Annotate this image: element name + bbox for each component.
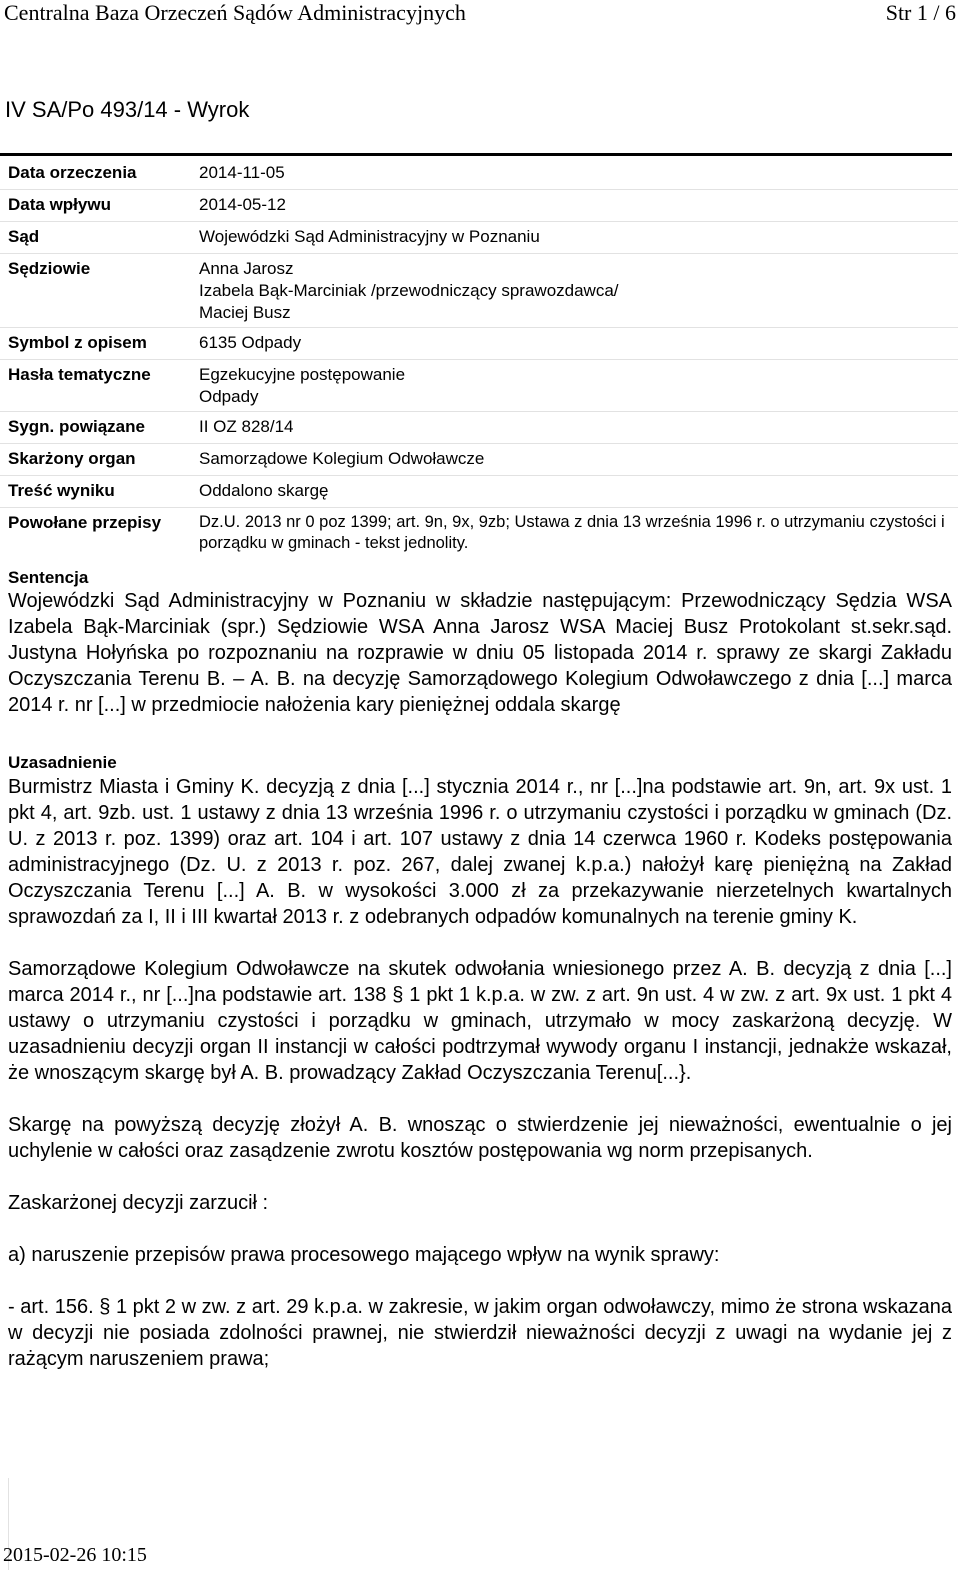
- sentencja-text: [8, 588, 952, 718]
- meta-value: [199, 194, 958, 216]
- meta-value: [199, 258, 958, 324]
- meta-label: Data orzeczenia: [8, 163, 137, 182]
- meta-value: [199, 162, 958, 184]
- meta-value-line: II OZ 828/14: [199, 417, 294, 436]
- meta-label: Sygn. powiązane: [8, 417, 145, 436]
- meta-value: [199, 512, 955, 554]
- meta-row: [0, 360, 958, 412]
- uzasadnienie-paragraph: a) naruszenie przepisów prawa procesowego mającego wpływ na wynik sprawy:: [8, 1244, 720, 1266]
- meta-value: [199, 226, 958, 248]
- meta-value: [199, 332, 958, 354]
- meta-value: [199, 448, 958, 470]
- meta-value-line: 2014-05-12: [199, 195, 286, 214]
- meta-value-line: Oddalono skargę: [199, 481, 329, 500]
- meta-row: [0, 476, 958, 508]
- meta-value-line: 6135 Odpady: [199, 333, 302, 352]
- meta-label: Data wpływu: [8, 195, 111, 214]
- page-header: [0, 0, 960, 26]
- meta-label: Hasła tematyczne: [8, 365, 151, 384]
- page-counter: Str 1 / 6: [885, 0, 956, 25]
- meta-row: [0, 328, 958, 360]
- meta-value: [199, 416, 958, 438]
- meta-value: [199, 364, 958, 408]
- meta-label: Skarżony organ: [8, 449, 136, 468]
- meta-row: [0, 254, 958, 328]
- sentencja-heading: Sentencja: [8, 568, 89, 587]
- site-title: Centralna Baza Orzeczeń Sądów Administracyjnych: [4, 0, 466, 25]
- uzasadnienie-paragraph: Zaskarżonej decyzji zarzucił :: [8, 1192, 269, 1214]
- uzasadnienie-paragraph: - art. 156. § 1 pkt 2 w zw. z art. 29 k.p.a. w zakresie, w jakim organ odwoławczy, mimo że strona wskazana w decyzji nie posiada zdolności prawnej, nie stwierdził nieważności decyzji z uwagi na wydanie jej z rażącym naruszeniem prawa;: [8, 1296, 952, 1370]
- metadata-table: [0, 158, 958, 560]
- document-title: IV SA/Po 493/14 - Wyrok: [5, 97, 250, 122]
- uzasadnienie-paragraph: Burmistrz Miasta i Gminy K. decyzją z dnia [...] stycznia 2014 r., nr [...]na podstawie art. 9n, art. 9x ust. 1 pkt 4, art. 9zb. ust. 1 ustawy z dnia 13 września 1996 r. o utrzymaniu czystości i porządku w gminach (Dz. U. z 2013 r. poz. 1399) oraz art. 104 i art. 107 ustawy z dnia 14 czerwca 1960 r. Kodeks postępowania administracyjnego (Dz. U. z 2013 r. poz. 267, dalej zwanej k.p.a.) nałożył karę pieniężną na Zakład Oczyszczania Terenu [...] A. B. w wysokości 3.000 zł za przekazywanie nierzetelnych kwartalnych sprawozdań za I, II i III kwartał 2013 r. z odebranych odpadów komunalnych na terenie gminy K.: [8, 776, 952, 928]
- meta-value-line: Egzekucyjne postępowanie: [199, 365, 406, 384]
- uzasadnienie-text: [8, 774, 952, 1372]
- meta-label: Powołane przepisy: [8, 513, 162, 532]
- meta-row: [0, 444, 958, 476]
- meta-value-line: Izabela Bąk-Marciniak /przewodniczący sprawozdawca/: [199, 281, 619, 300]
- sentencja-paragraph: Wojewódzki Sąd Administracyjny w Poznaniu w składzie następującym: Przewodniczący Sędzia WSA Izabela Bąk-Marciniak (spr.) Sędziowie WSA Anna Jarosz WSA Maciej Busz Protokolant st.sekr.sąd. Justyna Hołyńska po rozpoznaniu na rozprawie w dniu 05 listopada 2014 r. sprawy ze skargi Zakładu Oczyszczania Terenu B. – A. B. na decyzję Samorządowego Kolegium Odwoławczego z dnia [...] marca 2014 r. nr [...] w przedmiocie nałożenia kary pieniężnej oddala skargę: [8, 590, 952, 716]
- meta-value-line: Odpady: [199, 387, 259, 406]
- meta-label: Symbol z opisem: [8, 333, 147, 352]
- meta-row: [0, 158, 958, 190]
- meta-value-line: Maciej Busz: [199, 303, 291, 322]
- meta-value: [199, 480, 958, 502]
- print-date: 2015-02-26 10:15: [3, 1544, 147, 1566]
- meta-label: Sąd: [8, 227, 40, 246]
- meta-row: [0, 412, 958, 444]
- meta-value-line: Anna Jarosz: [199, 259, 294, 278]
- meta-value-line: Samorządowe Kolegium Odwoławcze: [199, 449, 485, 468]
- meta-row: [0, 508, 958, 560]
- meta-value-line: Wojewódzki Sąd Administracyjny w Poznaniu: [199, 227, 540, 246]
- meta-value-line: Dz.U. 2013 nr 0 poz 1399; art. 9n, 9x, 9zb; Ustawa z dnia 13 września 1996 r. o utrzymaniu czystości i porządku w gminach - tekst jednolity.: [199, 513, 945, 552]
- meta-label: Treść wyniku: [8, 481, 115, 500]
- uzasadnienie-heading: Uzasadnienie: [8, 753, 117, 772]
- meta-row: [0, 190, 958, 222]
- meta-row: [0, 222, 958, 254]
- meta-label: Sędziowie: [8, 259, 91, 278]
- uzasadnienie-paragraph: Samorządowe Kolegium Odwoławcze na skutek odwołania wniesionego przez A. B. decyzją z dnia [...] marca 2014 r., nr [...]na podstawie art. 138 § 1 pkt 1 k.p.a. w zw. z art. 9n ust. 4 w zw. z art. 9x ust. 1 pkt 4 ustawy o utrzymaniu czystości i porządku w gminach, utrzymało w mocy zaskarżoną decyzję. W uzasadnieniu decyzji organ II instancji w całości podtrzymał wywody organu I instancji, jednakże wskazał, że wnoszącym skargę był A. B. prowadzący Zakład Oczyszczania Terenu[...}.: [8, 958, 952, 1084]
- uzasadnienie-paragraph: Skargę na powyższą decyzję złożył A. B. wnosząc o stwierdzenie jej nieważności, ewentualnie o jej uchylenie w całości oraz zasądzenie zwrotu kosztów postępowania wg norm przepisanych.: [8, 1114, 952, 1162]
- title-divider: [0, 153, 952, 156]
- meta-value-line: 2014-11-05: [199, 163, 285, 182]
